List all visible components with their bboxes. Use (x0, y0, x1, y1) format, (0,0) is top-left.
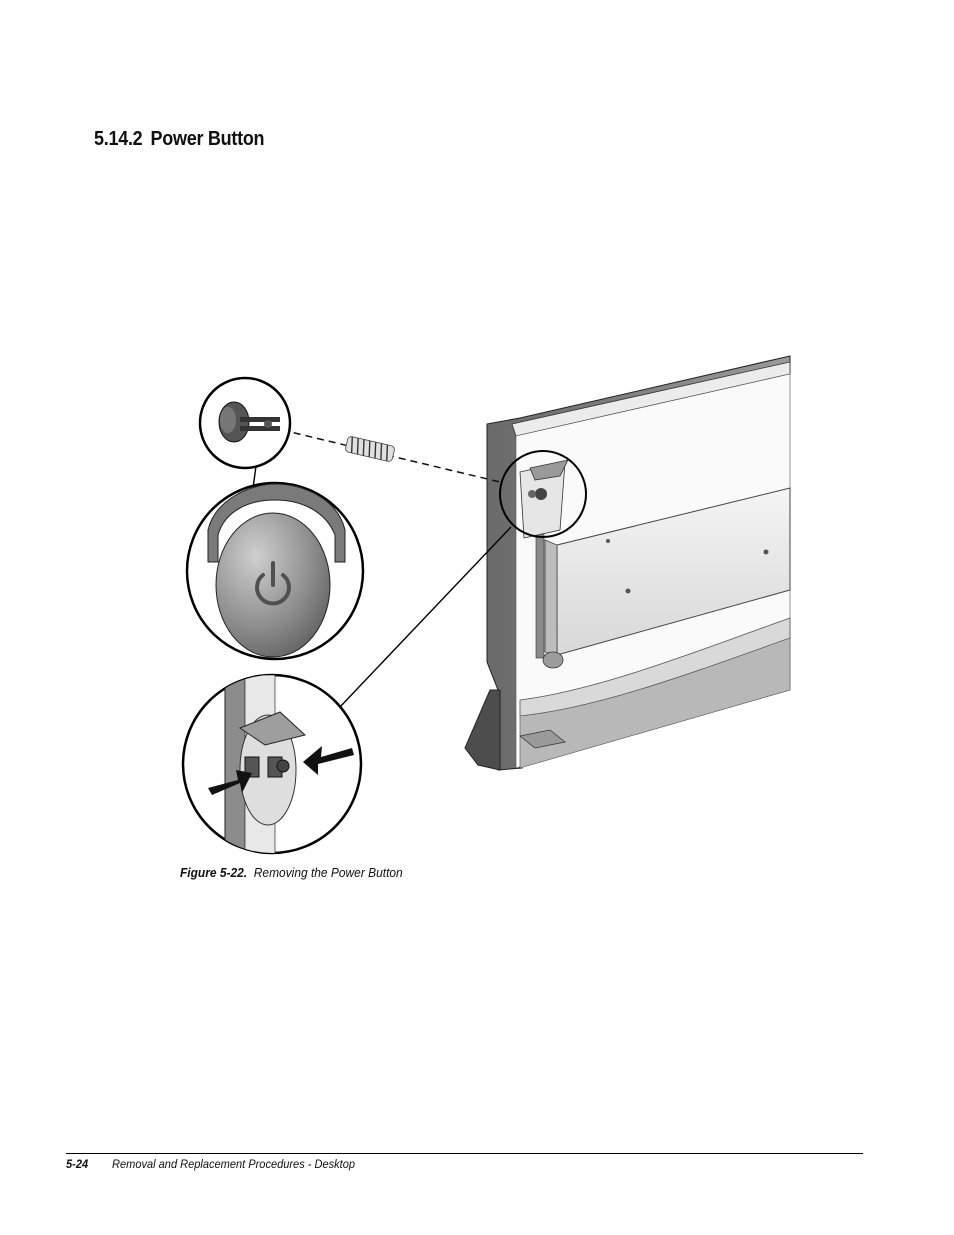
section-title: Power Button (150, 128, 265, 150)
figure-caption-text: Removing the Power Button (253, 865, 403, 880)
chapter-title: Removal and Replacement Procedures - Desktop (112, 1157, 356, 1171)
page-number: 5-24 (66, 1157, 89, 1171)
figure-caption (180, 865, 403, 880)
front-bezel-icon (465, 356, 790, 770)
footer-rule (66, 1153, 863, 1154)
section-number: 5.14.2 (94, 128, 143, 150)
power-symbol-icon (187, 483, 363, 659)
page-footer (66, 1157, 355, 1171)
power-button-cap-icon (200, 378, 290, 468)
spring-icon (345, 436, 395, 462)
release-tabs-detail-icon (183, 675, 361, 855)
figure-label: Figure 5-22. (180, 865, 248, 880)
